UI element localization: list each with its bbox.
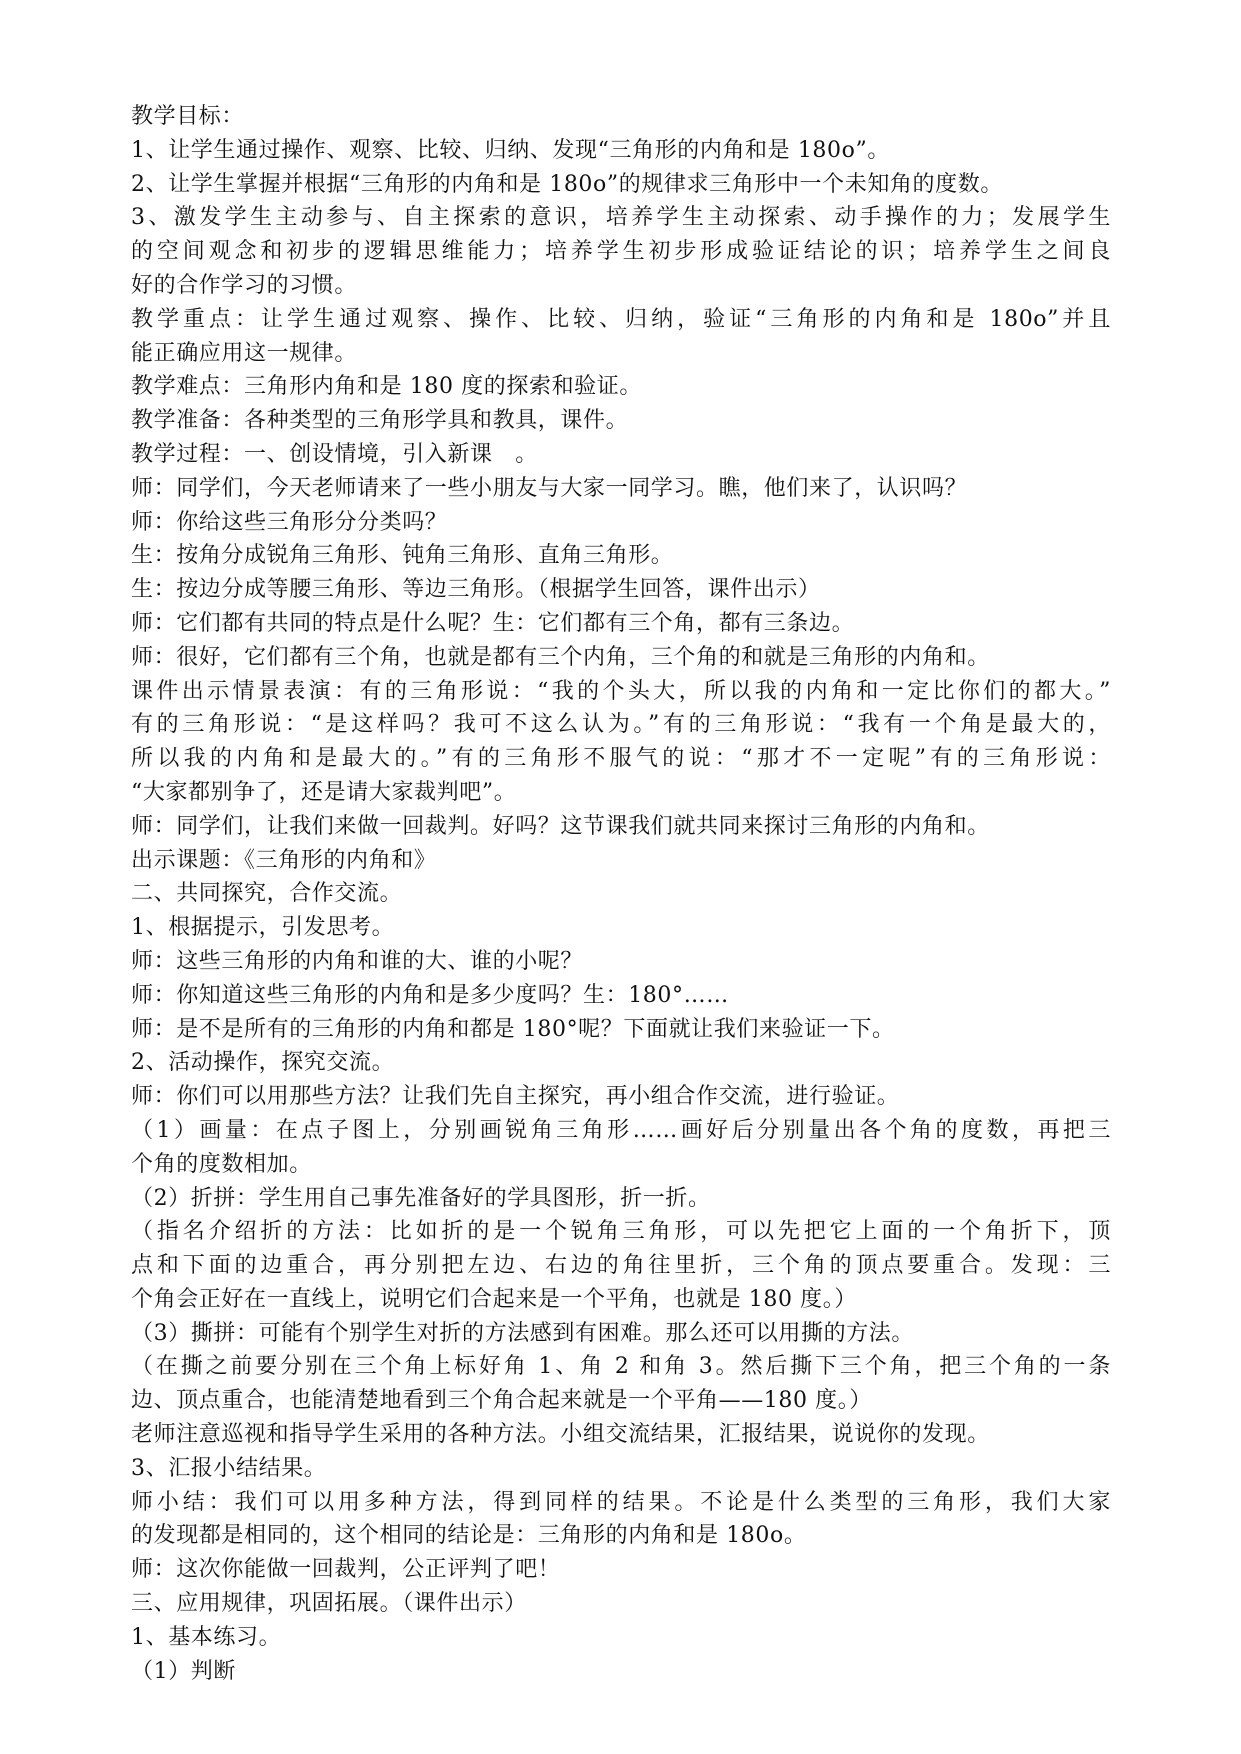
text-line: 师：是不是所有的三角形的内角和都是 180°呢？下面就让我们来验证一下。 xyxy=(131,1016,895,1042)
text-line: 生：按边分成等腰三角形、等边三角形。（根据学生回答，课件出示） xyxy=(131,577,821,603)
text-line: 2、活动操作，探究交流。 xyxy=(131,1050,395,1076)
text-line: 1、根据提示，引发思考。 xyxy=(131,915,395,941)
text-line: 生：按角分成锐角三角形、钝角三角形、直角三角形。 xyxy=(131,543,674,569)
text-line: 1、让学生通过操作、观察、比较、归纳、发现“三角形的内角和是 180o”。 xyxy=(131,137,890,163)
text-line: 的发现都是相同的，这个相同的结论是：三角形的内角和是 180o。 xyxy=(131,1523,807,1549)
text-line: 师小结：我们可以用多种方法，得到同样的结果。不论是什么类型的三角形，我们大家 xyxy=(131,1489,1111,1515)
text-line: 师：这些三角形的内角和谁的大、谁的小呢？ xyxy=(131,948,584,974)
text-line: 三、应用规律，巩固拓展。（课件出示） xyxy=(131,1591,527,1617)
text-line: 师：同学们，今天老师请来了一些小朋友与大家一同学习。瞧，他们来了，认识吗？ xyxy=(131,475,968,501)
text-line: 的空间观念和初步的逻辑思维能力；培养学生初步形成验证结论的识；培养学生之间良 xyxy=(131,239,1111,265)
text-line: 出示课题：《三角形的内角和》 xyxy=(131,847,437,873)
text-line: 好的合作学习的习惯。 xyxy=(131,272,358,298)
text-line: 3、汇报小结结果。 xyxy=(131,1455,327,1481)
text-line: 师：你们可以用那些方法？让我们先自主探究，再小组合作交流，进行验证。 xyxy=(131,1084,900,1110)
text-line: 师：它们都有共同的特点是什么呢？生：它们都有三个角，都有三条边。 xyxy=(131,610,855,636)
text-line: 所以我的内角和是最大的。”有的三角形不服气的说：“那才不一定呢”有的三角形说： xyxy=(131,746,1111,772)
lesson-plan-text xyxy=(131,100,1111,1688)
text-line: 点和下面的边重合，再分别把左边、右边的角往里折，三个角的顶点要重合。发现：三 xyxy=(131,1253,1111,1279)
text-line: 边、顶点重合，也能清楚地看到三个角合起来就是一个平角——180 度。） xyxy=(131,1388,872,1414)
text-line: （2）折拼：学生用自己事先准备好的学具图形，折一折。 xyxy=(131,1185,711,1211)
text-line: 老师注意巡视和指导学生采用的各种方法。小组交流结果，汇报结果，说说你的发现。 xyxy=(131,1422,990,1448)
text-line: 有的三角形说：“是这样吗？我可不这么认为。”有的三角形说：“我有一个角是最大的， xyxy=(131,712,1111,738)
text-line: 教学目标： xyxy=(131,104,245,129)
text-line: 师：你知道这些三角形的内角和是多少度吗？生：180°…… xyxy=(131,982,729,1008)
text-line: 个角的度数相加。 xyxy=(131,1151,312,1177)
text-line: 1、基本练习。 xyxy=(131,1624,282,1650)
text-line: 二、共同探究，合作交流。 xyxy=(131,881,403,907)
text-line: 师：同学们，让我们来做一回裁判。好吗？这节课我们就共同来探讨三角形的内角和。 xyxy=(131,813,990,839)
text-line: （1）画量：在点子图上，分别画锐角三角形……画好后分别量出各个角的度数，再把三 xyxy=(131,1117,1111,1143)
text-line: 课件出示情景表演：有的三角形说：“我的个头大，所以我的内角和一定比你们的都大。” xyxy=(131,678,1111,704)
text-line: （1）判断 xyxy=(131,1658,236,1684)
text-line: “大家都别争了，还是请大家裁判吧”。 xyxy=(131,779,517,805)
text-line: 教学过程：一、创设情境，引入新课 。 xyxy=(131,441,538,467)
text-line: 2、让学生掌握并根据“三角形的内角和是 180o”的规律求三角形中一个未知角的度数。 xyxy=(131,171,1003,197)
text-line: 师：很好，它们都有三个角，也就是都有三个内角，三个角的和就是三角形的内角和。 xyxy=(131,644,990,670)
text-line: 教学重点：让学生通过观察、操作、比较、归纳，验证“三角形的内角和是 180o”并且 xyxy=(131,306,1111,332)
text-line: （3）撕拼：可能有个别学生对折的方法感到有困难。那么还可以用撕的方法。 xyxy=(131,1320,914,1346)
text-line: 能正确应用这一规律。 xyxy=(131,340,358,366)
text-line: （指名介绍折的方法：比如折的是一个锐角三角形，可以先把它上面的一个角折下，顶 xyxy=(131,1219,1111,1245)
text-line: 教学难点：三角形内角和是 180 度的探索和验证。 xyxy=(131,374,642,400)
text-line: 师：这次你能做一回裁判，公正评判了吧！ xyxy=(131,1557,561,1583)
text-line: 教学准备：各种类型的三角形学具和教具，课件。 xyxy=(131,408,629,434)
text-line: 个角会正好在一直线上，说明它们合起来是一个平角，也就是 180 度。） xyxy=(131,1286,857,1312)
text-line: 师：你给这些三角形分分类吗？ xyxy=(131,509,448,535)
text-line: （在撕之前要分别在三个角上标好角 1、角 2 和角 3。然后撕下三个角，把三个角的一条 xyxy=(131,1354,1111,1380)
text-line: 3、激发学生主动参与、自主探索的意识，培养学生主动探索、动手操作的力；发展学生 xyxy=(131,205,1111,231)
